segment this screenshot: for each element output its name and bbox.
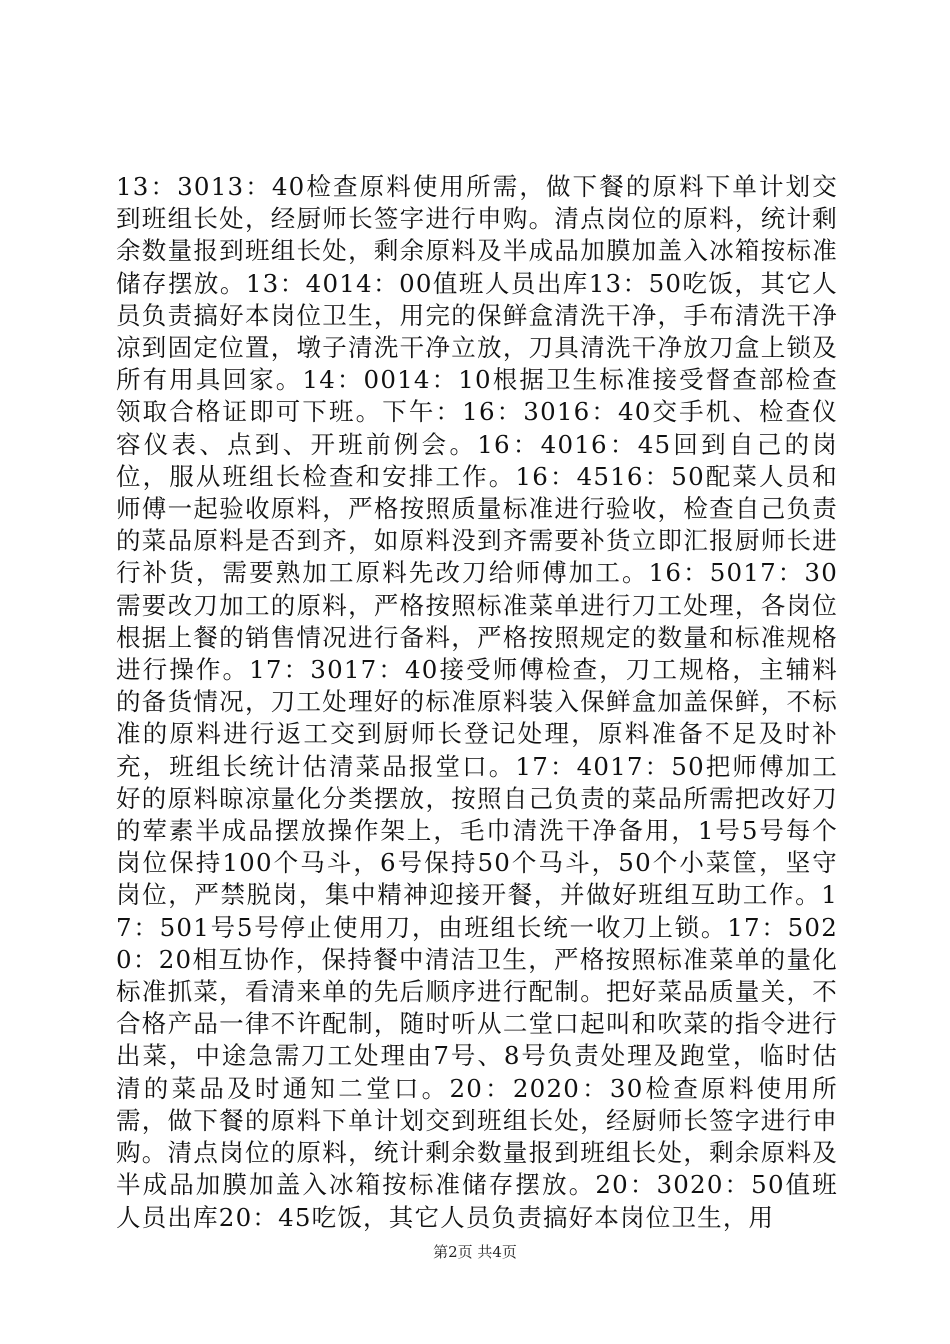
body-paragraph: 13：3013：40检查原料使用所需，做下餐的原料下单计划交到班组长处，经厨师长签字进行申购。清点岗位的原料，统计剩余数量报到班组长处，剩余原料及半成品加膜加盖入冰箱按标准储存摆放。13：4014：00值班人员出库13：50吃饭，其它人员负责搞好本岗位卫生，用完的保鲜盒清洗干净，手布清洗干净凉到固定位置，墩子清洗干净立放，刀具清洗干净放刀盒上锁及所有用具回家。14：0014：10根据卫生标准接受督查部检查领取合格证即可下班。下午：16：3016：40交手机、检查仪容仪表、点到、开班前例会。16：4016：45回到自己的岗位，服从班组长检查和安排工作。16：4516：50配菜人员和师傅一起验收原料，严格按照质量标准进行验收，检查自己负责的菜品原料是否到齐，如原料没到齐需要补货立即汇报厨师长进行补货，需要熟加工原料先改刀给师傅加工。16：5017：30需要改刀加工的原料，严格按照标准菜单进行刀工处理，各岗位根据上餐的销售情况进行备料，严格按照规定的数量和标准规格进行操作。17：3017：40接受师傅检查，刀工规格，主辅料的备货情况，刀工处理好的标准原料装入保鲜盒加盖保鲜，不标准的原料进行返工交到厨师长登记处理，原料准备不足及时补充，班组长统计估清菜品报堂口。17：4017：50把师傅加工好的原料晾凉量化分类摆放，按照自己负责的菜品所需把改好刀的荤素半成品摆放操作架上，毛巾清洗干净备用，1号5号每个岗位保持100个马斗，6号保持50个马斗，50个小菜筐，坚守岗位，严禁脱岗，集中精神迎接开餐，并做好班组互助工作。17：501号5号停止使用刀，由班组长统一收刀上锁。17：5020：20相互协作，保持餐中清洁卫生，严格按照标准菜单的量化标准抓菜，看清来单的先后顺序进行配制。把好菜品质量关，不合格产品一律不许配制，随时听从二堂口起叫和吹菜的指令进行出菜，中途急需刀工处理由7号、8号负责处理及跑堂，临时估清的菜品及时通知二堂口。20：2020：30检查原料使用所需，做下餐的原料下单计划交到班组长处，经厨师长签字进行申购。清点岗位的原料，统计剩余数量报到班组长处，剩余原料及半成品加膜加盖入冰箱按标准储存摆放。20：3020：50值班人员出库20：45吃饭，其它人员负责搞好本岗位卫生，用	[116, 172, 838, 1232]
page-number-footer: 第2页 共4页	[433, 1243, 517, 1261]
